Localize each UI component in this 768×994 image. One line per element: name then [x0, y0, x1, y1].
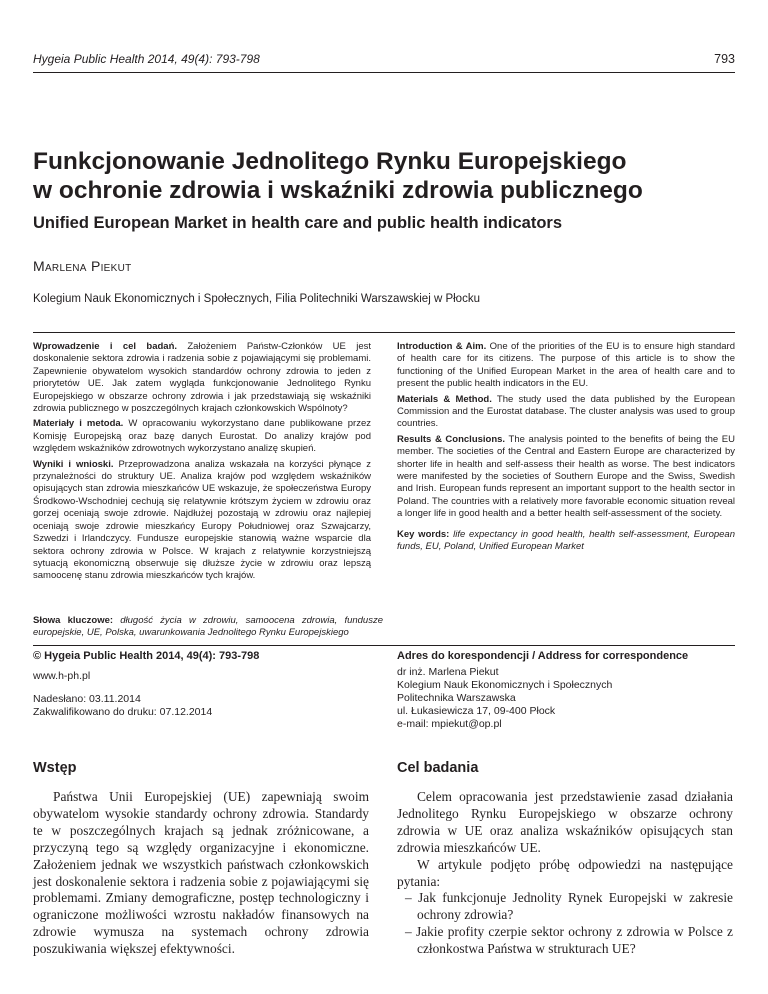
intro-paragraph: Państwa Unii Europejskiej (UE) zapewniają swoim obywatelom wysokie standardy ochrony zdrowia. Standardy te w poszczególnych krajach są jednak zróżnicowane, a przyczyną tego są względy organizacyjne i ekonomiczne. Założeniem jednak we wszystkich państwach członkowskich jest doskonalenie sektora i radzenia sobie z pojawiającymi się problemami. Zmiany demograficzne, postęp technologiczny i ograniczone możliwości wzrostu nakładów finansowych na zdrowie wymusza na systemach ochrony zdrowia poszukiwania większej efektywności. — [33, 789, 369, 957]
abstract-pl-aim — [33, 341, 371, 415]
abstract-pl-aim-text: Założeniem Państw-Członków UE jest doskonalenie sektora zdrowia i radzenia sobie z pojawiającymi się problemami. Zapewnienie obywatelom wysokich standardów ochrony zdrowia to jeden z priorytetów UE. Jak zatem wygląda funkcjonowanie Jednolitego Rynku Europejskiego w obszarze ochrony zdrowia i jak przedstawiają się wskaźniki zdrowia publicznego w poszczególnych krajach członkowskich Wspólnoty? — [33, 341, 372, 415]
correspondence-info — [397, 650, 737, 731]
abstract-bottom-rule — [33, 645, 735, 646]
correspondence-institution1: Kolegium Nauk Ekonomicznych i Społecznych — [397, 679, 613, 691]
keywords-en-label: Key words: — [397, 528, 450, 540]
abstract-top-rule — [33, 332, 735, 333]
abstract-en-method-label: Materials & Method. — [397, 393, 492, 405]
abstract-pl-method-text: W opracowaniu wykorzystano dane publikowane przez Komisję Europejską oraz bazę danych Eurostat. Do analizy krajów pod względem wskaźników zdrowotnych wykorzystano analizę skupień. — [33, 418, 372, 455]
header-rule — [33, 72, 735, 73]
journal-website[interactable]: www.h-ph.pl — [33, 670, 91, 682]
question-list — [397, 890, 733, 958]
title-polish — [33, 147, 743, 205]
title-polish-line1: Funkcjonowanie Jednolitego Rynku Europejskiego — [33, 148, 627, 175]
abstract-pl-aim-label: Wprowadzenie i cel badań. — [33, 341, 178, 352]
abstract-en-method-text: The study used the data published by the European Commission and the Eurostat database. The cluster analysis was used to group countries. — [397, 393, 735, 430]
abstract-english — [397, 341, 735, 557]
correspondence-street: ul. Łukasiewicza 17, 09-400 Płock — [397, 705, 556, 717]
title-english: Unified European Market in health care and public health indicators — [33, 214, 563, 232]
abstract-en-method — [397, 394, 735, 431]
aim-heading: Cel badania — [397, 760, 479, 776]
keywords-en-text: life expectancy in good health, health self-assessment, European funds, EU, Poland, Unified European Market — [397, 528, 735, 553]
accepted-date: Zakwalifikowano do druku: 07.12.2014 — [33, 706, 213, 718]
keywords-polish — [33, 615, 383, 640]
intro-body — [33, 789, 369, 958]
list-item: – Jak funkcjonuje Jednolity Rynek Europejski w zakresie ochrony zdrowia? — [405, 890, 733, 923]
abstract-polish — [33, 341, 371, 586]
running-head: Hygeia Public Health 2014, 49(4): 793-798 — [33, 52, 260, 66]
author-affiliation: Kolegium Nauk Ekonomicznych i Społecznych, Filia Politechniki Warszawskiej w Płocku — [33, 293, 480, 305]
aim-paragraph-1: Celem opracowania jest przedstawienie zasad działania Jednolitego Rynku Europejskiego w obszarze ochrony zdrowia w UE oraz analiza wskaźników opisujących stan zdrowia mieszkańców UE. — [397, 789, 733, 855]
abstract-pl-results-label: Wyniki i wnioski. — [33, 458, 114, 470]
keywords-english — [397, 529, 735, 554]
abstract-en-results-label: Results & Conclusions. — [397, 433, 506, 445]
abstract-pl-results — [33, 459, 371, 583]
correspondence-institution2: Politechnika Warszawska — [397, 692, 516, 704]
abstract-pl-method-label: Materiały i metoda. — [33, 418, 124, 430]
correspondence-name: dr inż. Marlena Piekut — [397, 666, 499, 678]
title-polish-line2: w ochronie zdrowia i wskaźniki zdrowia publicznego — [33, 177, 643, 204]
author-name: Marlena Piekut — [33, 258, 132, 274]
citation: © Hygeia Public Health 2014, 49(4): 793-798 — [33, 650, 260, 662]
aim-body — [397, 789, 733, 958]
aim-paragraph-2: W artykule podjęto próbę odpowiedzi na następujące pytania: — [397, 856, 733, 889]
received-date: Nadesłano: 03.11.2014 — [33, 693, 141, 705]
intro-heading: Wstęp — [33, 760, 77, 776]
abstract-en-results-text: The analysis pointed to the benefits of being the EU member. The societies of the Central and Eastern Europe are characterized by shorter life in health and self-assess their health as worse. The best indicators were manifested by the societies of Southern Europe and the Swiss, Swedish and Irish. European funds represent an important support to the health sector in Poland. The countries with a relatively more favorable economic situation reveal a longer life in good health and a better health self-assessment of the society. — [397, 433, 736, 520]
page-number: 793 — [714, 52, 735, 66]
abstract-en-aim-text: One of the priorities of the EU is to ensure high standard of health care for its citizens. The purpose of this article is to show the functioning of the Unified European Market in the area of health care and to present the public health indicators in the EU. — [397, 341, 736, 390]
abstract-pl-method — [33, 418, 371, 455]
abstract-en-results — [397, 434, 735, 521]
abstract-pl-results-text: Przeprowadzona analiza wskazała na korzyści płynące z przynależności do struktury UE. Analiza krajów pod względem wskaźników opisujących stan zdrowia mieszkańców UE wskazuje, że społeczeństwa Europy Środkowo-Wschodniej cechują się relatywnie krótszym życiem w zdrowiu oraz gorzej oceniają swoje zdrowie. Najdłużej pozostają w zdrowiu oraz najlepiej oceniają swoje zdrowie mieszkańcy Europy Południowej oraz Szwajcarzy, Szwedzi i Irlandczycy. Fundusze europejskie stanowią ważne wsparcie dla sektora ochrony zdrowia w Polsce. W krajach z relatywnie korzystniejszą sytuacją ekonomiczną obserwuje się dłuższe życie w zdrowiu oraz lepszą samoocenę stanu zdrowia mieszkańców tych krajów. — [33, 458, 372, 582]
list-item: – Jakie profity czerpie sektor ochrony z zdrowia w Polsce z członkostwa Państwa w strukturach UE? — [405, 924, 733, 957]
publication-info — [33, 650, 373, 719]
keywords-pl-label: Słowa kluczowe: — [33, 615, 114, 626]
abstract-en-aim-label: Introduction & Aim. — [397, 341, 487, 352]
correspondence-heading: Adres do korespondencji / Address for correspondence — [397, 650, 689, 662]
correspondence-email[interactable]: e-mail: mpiekut@op.pl — [397, 718, 502, 730]
keywords-pl-text: długość życia w zdrowiu, samoocena zdrowia, fundusze europejskie, UE, Polska, uwarunkowania Jednolitego Rynku Europejskiego — [33, 615, 383, 639]
abstract-en-aim — [397, 341, 735, 391]
